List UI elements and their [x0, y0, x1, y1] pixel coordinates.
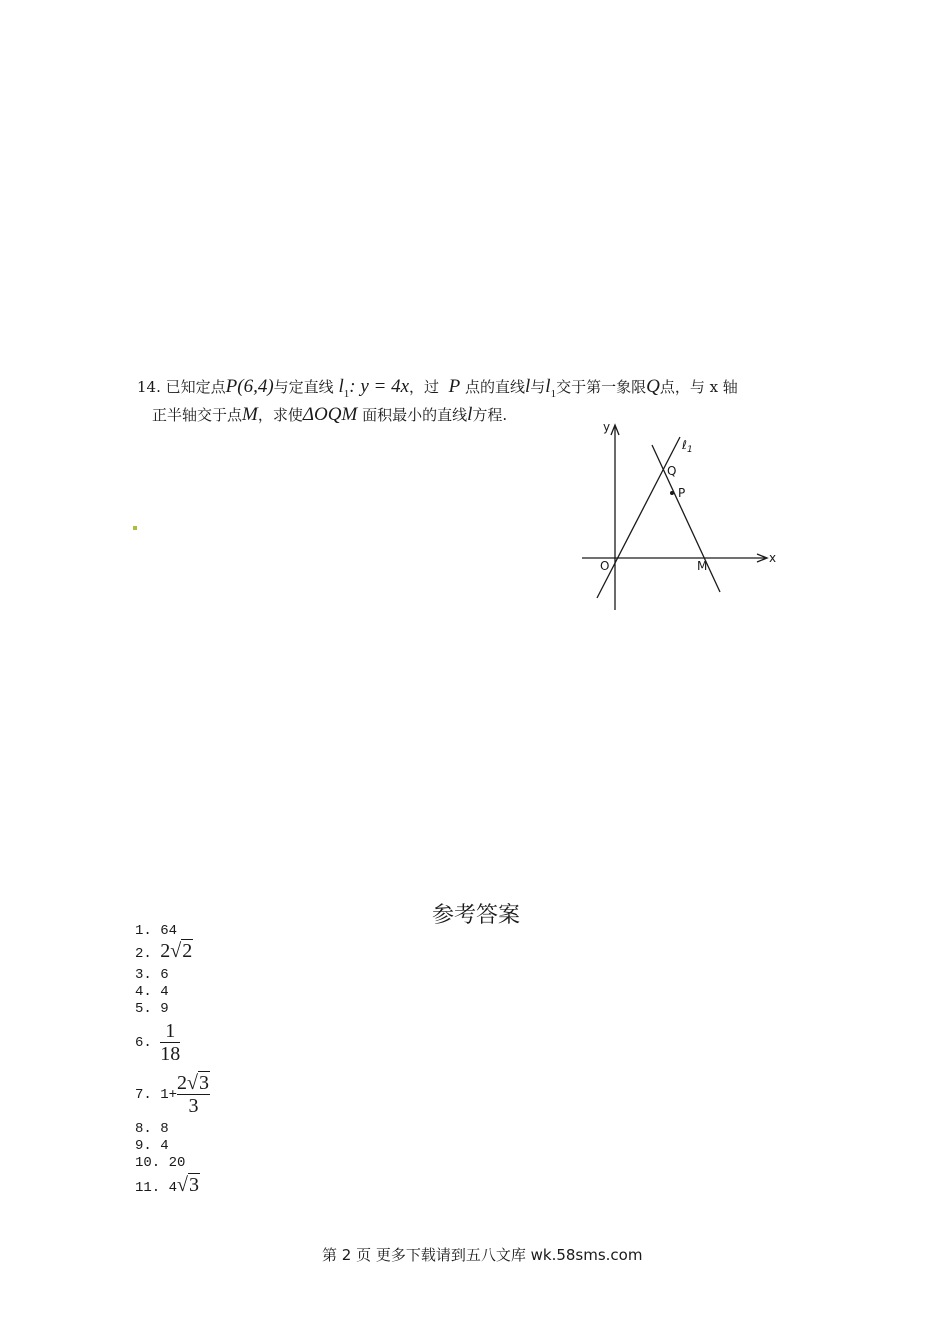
problem-text: 点，与 x 轴	[659, 378, 738, 396]
problem-text: 交于第一象限	[556, 378, 647, 396]
answer-11-value: √3	[177, 1174, 199, 1196]
answer-11: 11. 4√3	[135, 1174, 199, 1196]
problem-text: 与定直线	[273, 378, 334, 396]
answer-5: 5. 9	[135, 1001, 169, 1017]
m-label: M	[697, 559, 708, 573]
point-q-label: Q	[646, 376, 660, 397]
problem-text: ，求使	[257, 406, 303, 424]
answer-10: 10. 20	[135, 1155, 186, 1171]
decorative-dot	[133, 526, 137, 530]
answer-6: 6. $\frac{1}{18}$	[135, 1020, 181, 1065]
line-l1-label: $l_1$	[545, 376, 557, 400]
l1-label: ℓ$_1$	[682, 438, 693, 455]
problem-text: 与	[530, 378, 546, 396]
answer-2-value: 2√2	[160, 940, 193, 962]
page-footer: 第 2 页 更多下载请到五八文库 wk.58sms.com	[322, 1246, 643, 1264]
line-l	[652, 445, 720, 592]
coordinate-figure	[570, 415, 785, 615]
point-p-marker	[670, 491, 674, 495]
line-l-label: l	[524, 376, 531, 397]
answer-4: 4. 4	[135, 984, 169, 1000]
line-l1-expression: $l_1$: y = 4x	[338, 376, 410, 400]
q-label: Q	[667, 464, 677, 478]
problem-text: 面积最小的直线	[362, 406, 468, 424]
answer-8: 8. 8	[135, 1121, 169, 1137]
line-l1	[597, 437, 680, 598]
problem-14-line-1	[137, 377, 738, 404]
problem-text: 已知定点	[165, 378, 226, 396]
problem-text: 方程.	[472, 406, 508, 424]
problem-text: ，过	[409, 378, 440, 396]
answer-3: 3. 6	[135, 967, 169, 983]
answers-title: 参考答案	[432, 903, 521, 928]
line-l-label: l	[467, 404, 473, 425]
problem-text: 正半轴交于点	[152, 406, 243, 424]
problem-number: 14.	[137, 378, 161, 396]
answer-9: 9. 4	[135, 1138, 169, 1154]
y-axis-label: y	[603, 420, 611, 434]
point-p-expression: P(6,4)	[225, 376, 274, 397]
problem-14-line-2	[152, 405, 507, 425]
answer-1: 1. 64	[135, 923, 178, 939]
point-p-label: P	[448, 376, 461, 397]
answer-6-fraction: $\frac{1}{18}$	[160, 1020, 181, 1065]
origin-label: O	[600, 559, 610, 573]
answer-2: 2. 2√2	[135, 940, 193, 962]
triangle-expression: ΔOQM	[302, 404, 358, 425]
x-axis-label: x	[769, 551, 777, 565]
answer-7: 7. 1+ $\frac{2√3}{3}$	[135, 1072, 209, 1117]
point-m-label: M	[242, 404, 258, 425]
problem-text: 点的直线	[464, 378, 525, 396]
p-label: P	[678, 486, 686, 500]
answer-7-fraction: $\frac{2√3}{3}$	[177, 1072, 209, 1117]
